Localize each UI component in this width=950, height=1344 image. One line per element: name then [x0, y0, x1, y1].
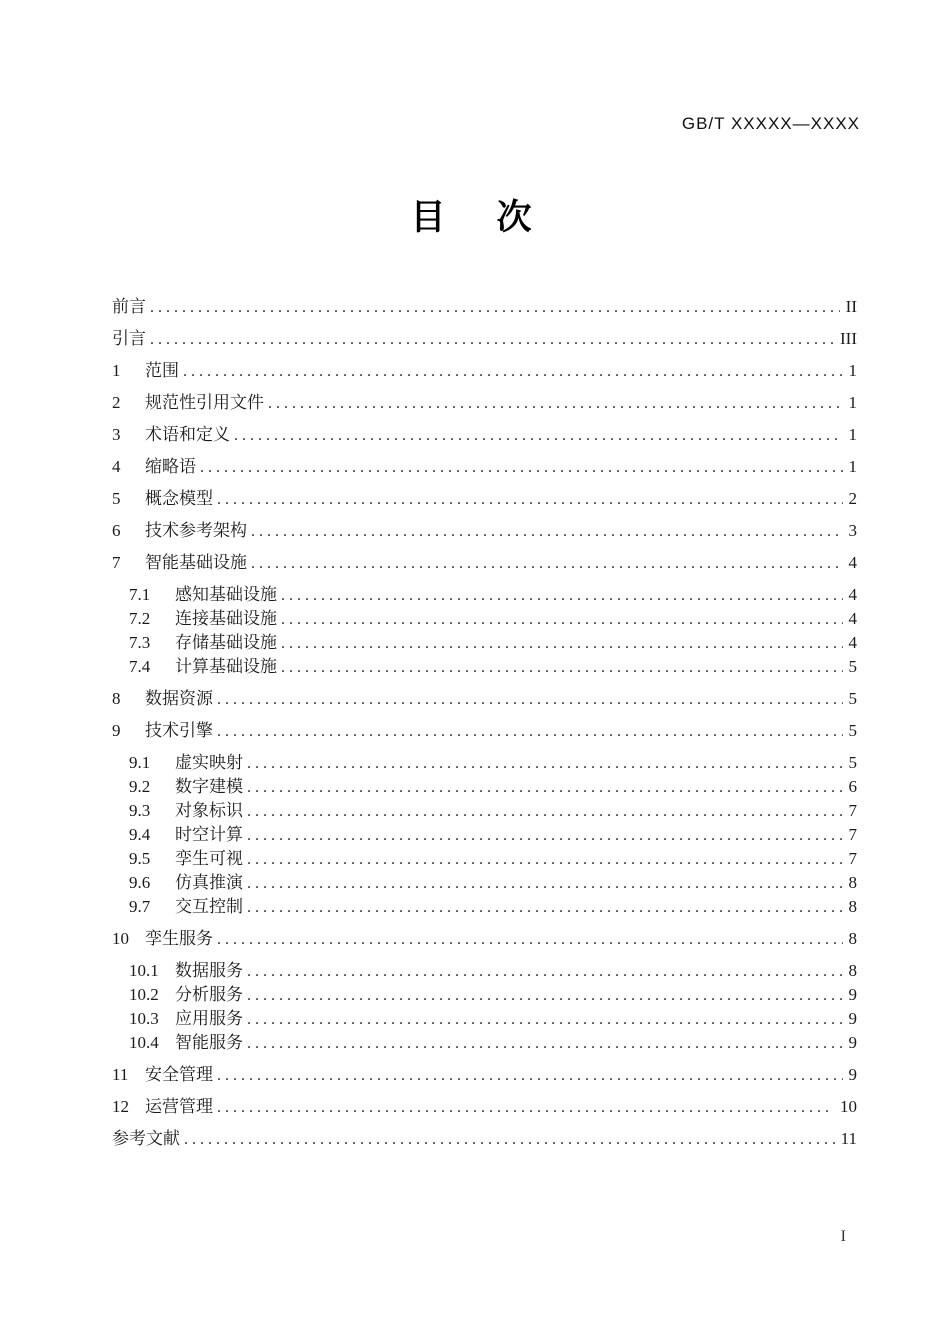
- toc-entry-page: 8: [848, 961, 857, 980]
- toc-entry: [112, 391, 857, 414]
- toc-leader-dots: [247, 959, 843, 983]
- toc-leader-dots: [268, 391, 843, 415]
- toc-entry-page: III: [840, 329, 857, 348]
- toc-entry-label: 数据服务: [175, 961, 243, 980]
- toc-leader-dots: [281, 631, 843, 655]
- footer-page-number: I: [840, 1228, 846, 1245]
- toc-entry-label: 时空计算: [175, 825, 243, 844]
- toc-entry: [112, 1127, 857, 1150]
- toc-entry: [112, 519, 857, 542]
- toc-entry-label: 安全管理: [145, 1065, 213, 1084]
- toc-entry-number: 7.1: [129, 585, 151, 604]
- toc-entry-number: 10.2: [129, 985, 159, 1004]
- toc-leader-dots: [247, 1031, 843, 1055]
- toc-entry-number: 10.1: [129, 961, 159, 980]
- toc-entry-page: 9: [848, 985, 857, 1004]
- toc-leader-dots: [247, 1007, 843, 1031]
- toc-entry-number: 9.2: [129, 777, 151, 796]
- toc-entry-number: 7.2: [129, 609, 151, 628]
- toc-entry-label: 连接基础设施: [175, 609, 277, 628]
- toc-entry-number: 9.7: [129, 897, 151, 916]
- toc-entry-number: 2: [112, 393, 121, 412]
- toc-entry-number: 9.5: [129, 849, 151, 868]
- toc-entry-page: 2: [848, 489, 857, 508]
- toc-entry-label: 分析服务: [175, 985, 243, 1004]
- toc-entry: [112, 359, 857, 382]
- toc-entry: [112, 719, 857, 742]
- toc-entry-page: 1: [848, 393, 857, 412]
- toc-entry-page: 9: [848, 1009, 857, 1028]
- toc-entry-label: 应用服务: [175, 1009, 243, 1028]
- toc-entry: [112, 1007, 857, 1030]
- toc-entry-page: 1: [848, 361, 857, 380]
- toc-entry-page: 9: [848, 1065, 857, 1084]
- toc-entry-number: 1: [112, 361, 121, 380]
- toc-entry-number: 12: [112, 1097, 129, 1116]
- toc-entry: [112, 751, 857, 774]
- toc-entry: [112, 799, 857, 822]
- toc-leader-dots: [217, 487, 843, 511]
- toc-entry: [112, 1063, 857, 1086]
- toc-entry: [112, 895, 857, 918]
- toc-entry-label: 孪生可视: [175, 849, 243, 868]
- toc-entry-label: 参考文献: [112, 1129, 180, 1148]
- toc-leader-dots: [184, 1127, 835, 1151]
- toc-entry: [112, 551, 857, 574]
- toc-entry-page: 9: [848, 1033, 857, 1052]
- toc-entry-number: 9.1: [129, 753, 151, 772]
- toc-entry: [112, 455, 857, 478]
- toc-entry-label: 感知基础设施: [175, 585, 277, 604]
- document-number: GB/T XXXXX—XXXX: [681, 114, 860, 133]
- toc-leader-dots: [200, 455, 843, 479]
- toc-leader-dots: [247, 983, 843, 1007]
- toc-leader-dots: [247, 847, 843, 871]
- toc-entry-label: 前言: [112, 297, 146, 316]
- toc-entry-label: 术语和定义: [145, 425, 230, 444]
- toc-entry-page: 7: [848, 849, 857, 868]
- toc-leader-dots: [281, 607, 843, 631]
- toc-entry-label: 存储基础设施: [175, 633, 277, 652]
- toc-leader-dots: [217, 1063, 843, 1087]
- toc-entry: [112, 847, 857, 870]
- toc-entry-page: 7: [848, 825, 857, 844]
- toc-entry-page: 1: [848, 457, 857, 476]
- toc-entry-label: 规范性引用文件: [145, 393, 264, 412]
- toc-entry-label: 孪生服务: [145, 929, 213, 948]
- toc-entry: [112, 1031, 857, 1054]
- toc-entry-page: 5: [848, 657, 857, 676]
- toc-leader-dots: [281, 583, 843, 607]
- toc-entry-page: 5: [848, 689, 857, 708]
- toc-entry-label: 引言: [112, 329, 146, 348]
- toc-entry-label: 数据资源: [145, 689, 213, 708]
- toc-entry: [112, 871, 857, 894]
- toc-leader-dots: [251, 519, 843, 543]
- toc-entry-number: 7.3: [129, 633, 151, 652]
- toc-entry-number: 9.3: [129, 801, 151, 820]
- toc-entry-label: 智能基础设施: [145, 553, 247, 572]
- toc-leader-dots: [234, 423, 843, 447]
- toc-entry: [112, 631, 857, 654]
- toc-leader-dots: [150, 295, 840, 319]
- toc-entry-page: 8: [848, 929, 857, 948]
- toc-leader-dots: [247, 871, 843, 895]
- toc-leader-dots: [217, 927, 843, 951]
- toc-entry-number: 7.4: [129, 657, 151, 676]
- toc-entry-number: 9.4: [129, 825, 151, 844]
- toc-entry-page: 7: [848, 801, 857, 820]
- toc-entry-label: 缩略语: [145, 457, 196, 476]
- toc-entry-page: 8: [848, 873, 857, 892]
- toc-entry-page: 1: [848, 425, 857, 444]
- toc-entry-number: 9.6: [129, 873, 151, 892]
- toc-entry: [112, 583, 857, 606]
- toc-entry: [112, 423, 857, 446]
- toc-entry-number: 6: [112, 521, 121, 540]
- toc-entry-number: 11: [112, 1065, 129, 1084]
- toc-entry-page: 8: [848, 897, 857, 916]
- toc-entry: [112, 983, 857, 1006]
- toc-entry-label: 技术引擎: [145, 721, 213, 740]
- toc-entry-label: 技术参考架构: [145, 521, 247, 540]
- toc-entry-number: 10.3: [129, 1009, 159, 1028]
- toc-entry-page: 4: [848, 585, 857, 604]
- toc-entry-page: 5: [848, 721, 857, 740]
- toc-entry: [112, 295, 857, 318]
- toc-entry-page: 11: [840, 1129, 857, 1148]
- toc-entry-number: 9: [112, 721, 121, 740]
- toc-entry: [112, 687, 857, 710]
- toc-entry-label: 交互控制: [175, 897, 243, 916]
- toc-leader-dots: [247, 895, 843, 919]
- toc-entry: [112, 959, 857, 982]
- toc-leader-dots: [247, 775, 843, 799]
- toc-entry-page: II: [845, 297, 857, 316]
- toc-entry: [112, 823, 857, 846]
- toc-entry: [112, 487, 857, 510]
- toc-entry: [112, 327, 857, 350]
- toc-leader-dots: [217, 719, 843, 743]
- toc-entry-label: 运营管理: [145, 1097, 213, 1116]
- toc-entry: [112, 775, 857, 798]
- toc-leader-dots: [251, 551, 843, 575]
- toc-entry-page: 5: [848, 753, 857, 772]
- toc-entry-label: 智能服务: [175, 1033, 243, 1052]
- toc-leader-dots: [247, 823, 843, 847]
- toc-entry-label: 数字建模: [175, 777, 243, 796]
- toc-entry-page: 6: [848, 777, 857, 796]
- toc-entry-number: 10.4: [129, 1033, 159, 1052]
- toc-entry-number: 7: [112, 553, 121, 572]
- toc-entry-label: 计算基础设施: [175, 657, 277, 676]
- toc-leader-dots: [247, 751, 843, 775]
- toc-entry-page: 4: [848, 633, 857, 652]
- toc-entry: [112, 1095, 857, 1118]
- toc-entry: [112, 927, 857, 950]
- toc-entry-page: 10: [840, 1097, 857, 1116]
- toc-entry-number: 10: [112, 929, 129, 948]
- toc-entry-label: 范围: [145, 361, 179, 380]
- toc-entry-page: 4: [848, 609, 857, 628]
- toc-entry-label: 仿真推演: [175, 873, 243, 892]
- toc-entry-label: 对象标识: [175, 801, 243, 820]
- toc-list: [112, 286, 857, 1159]
- toc-entry: [112, 607, 857, 630]
- toc-leader-dots: [150, 327, 834, 351]
- toc-entry: [112, 655, 857, 678]
- toc-entry-number: 3: [112, 425, 121, 444]
- toc-leader-dots: [247, 799, 843, 823]
- toc-entry-number: 5: [112, 489, 121, 508]
- toc-leader-dots: [217, 1095, 834, 1119]
- toc-entry-label: 概念模型: [145, 489, 213, 508]
- toc-leader-dots: [183, 359, 843, 383]
- toc-leader-dots: [217, 687, 843, 711]
- toc-entry-number: 8: [112, 689, 121, 708]
- page-title: 目 次: [410, 198, 540, 237]
- toc-leader-dots: [281, 655, 843, 679]
- toc-entry-number: 4: [112, 457, 121, 476]
- toc-entry-label: 虚实映射: [175, 753, 243, 772]
- toc-entry-page: 4: [848, 553, 857, 572]
- toc-entry-page: 3: [848, 521, 857, 540]
